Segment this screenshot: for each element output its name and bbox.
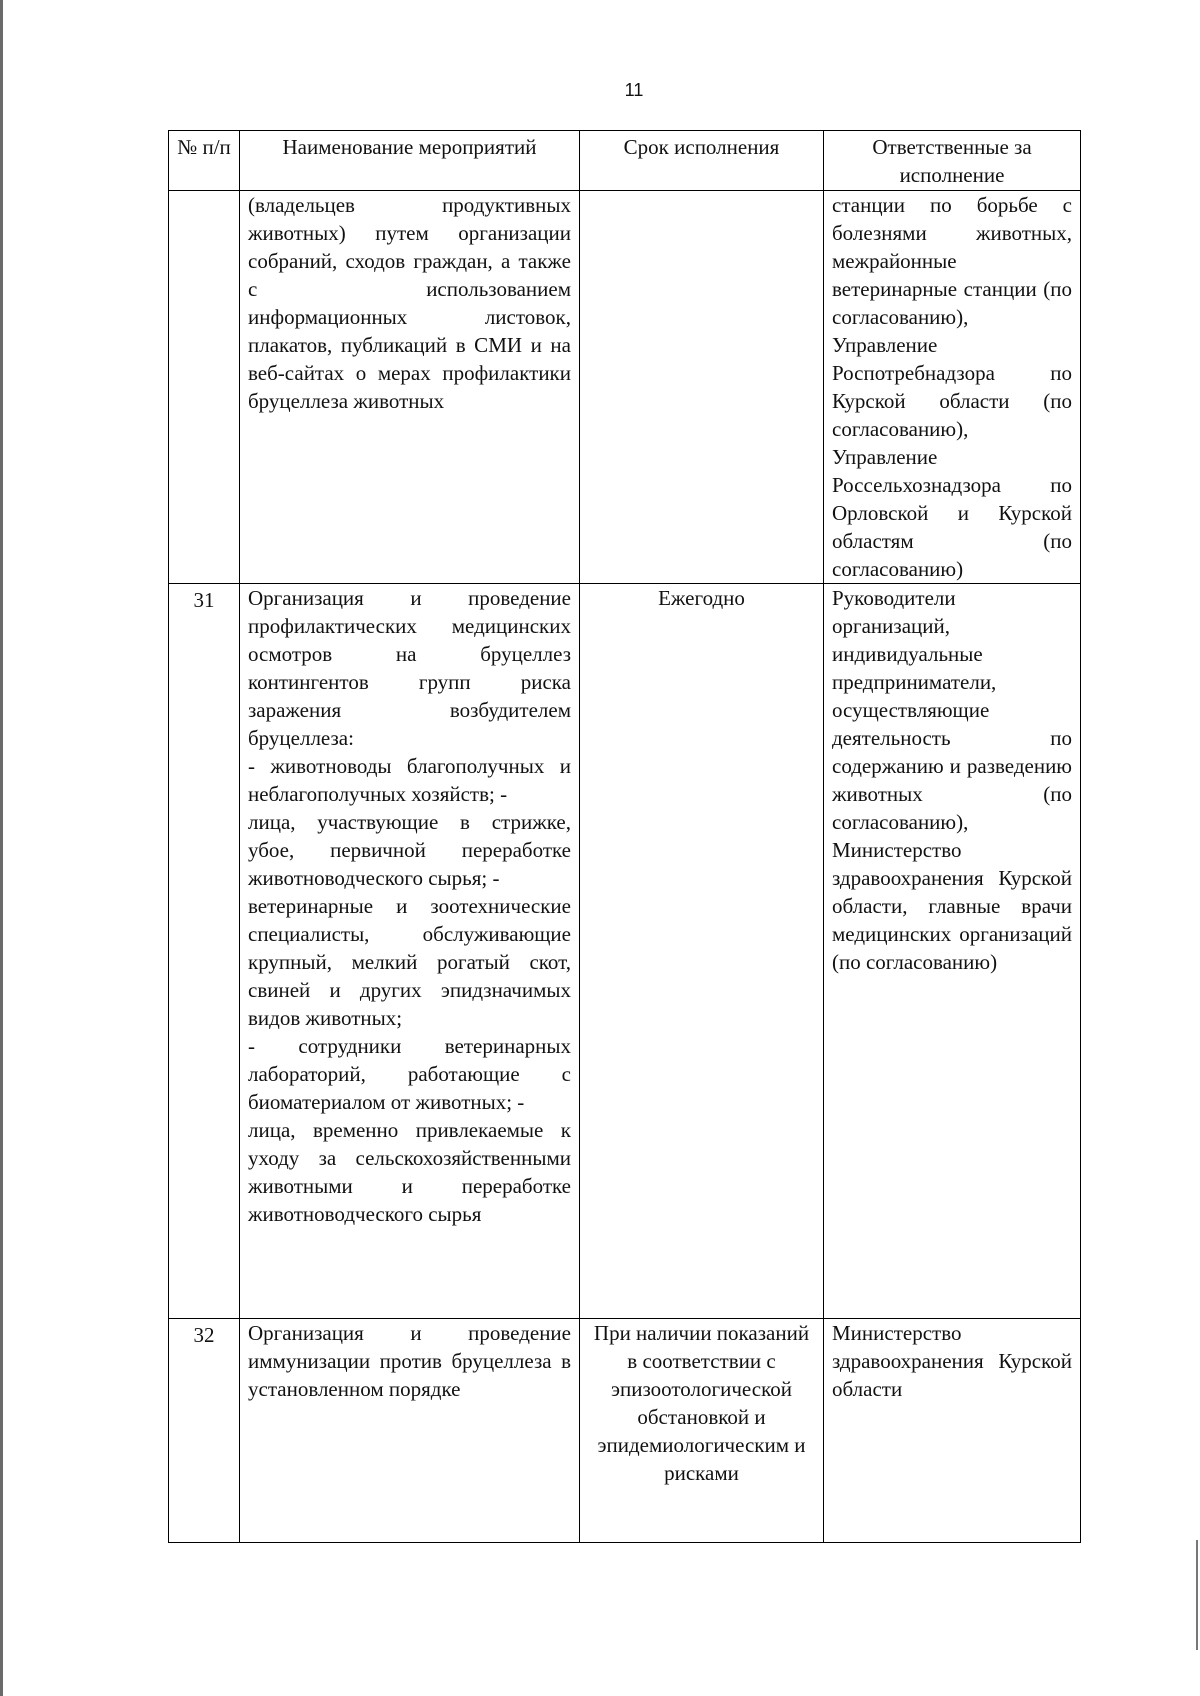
- row-deadline: [580, 191, 824, 584]
- row-responsible: станции по борьбе с болезнями животных, межрайонные ветеринарные станции (по согласованию), Управление Роспотребнадзора по Курской области (по согласованию), Управление Россельхознадзора по Орловской и Курской областям (по согласованию): [824, 191, 1081, 584]
- measures-table-wrapper: [168, 130, 1080, 1543]
- row-name-item: - животноводы благополучных и неблагополучных хозяйств; -: [248, 754, 571, 806]
- row-name-intro: Организация и проведение профилактических медицинских осмотров на бруцеллез контингентов групп риска заражения возбудителем бруцеллеза:: [248, 586, 571, 750]
- row-name: Организация и проведение иммунизации против бруцеллеза в установленном порядке: [240, 1319, 580, 1543]
- header-deadline: Срок исполнения: [580, 131, 824, 191]
- scan-edge: [1196, 1540, 1198, 1650]
- row-responsible: Министерство здравоохранения Курской области: [824, 1319, 1081, 1543]
- row-name-item: - сотрудники ветеринарных лабораторий, работающие с биоматериалом от животных; -: [248, 1034, 571, 1114]
- row-name: (владельцев продуктивных животных) путем организации собраний, сходов граждан, а также с использованием информационных листовок, плакатов, публикаций в СМИ и на веб-сайтах о мерах профилактики бруцеллеза животных: [240, 191, 580, 584]
- row-name: [240, 584, 580, 1319]
- table-row: [169, 191, 1081, 584]
- scan-edge: [0, 0, 3, 1696]
- row-deadline: При наличии показаний в соответствии с эпизоотологической обстановкой и эпидемиологическим и рисками: [580, 1319, 824, 1543]
- header-responsible: Ответственные за исполнение: [824, 131, 1081, 191]
- page-number: 11: [624, 80, 644, 100]
- row-name-item: лица, временно привлекаемые к уходу за сельскохозяйственными животными и переработке животноводческого сырья: [248, 1118, 571, 1226]
- header-name: Наименование мероприятий: [240, 131, 580, 191]
- row-deadline: Ежегодно: [580, 584, 824, 1319]
- row-number: 31: [169, 584, 240, 1319]
- table-row: [169, 1319, 1081, 1543]
- row-responsible: Руководители организаций, индивидуальные предприниматели, осуществляющие деятельность по содержанию и разведению животных (по согласованию), Министерство здравоохранения Курской области, главные врачи медицинских организаций (по согласованию): [824, 584, 1081, 1319]
- table-header-row: [169, 131, 1081, 191]
- table-row: [169, 584, 1081, 1319]
- row-name-item: лица, участвующие в стрижке, убое, первичной переработке животноводческого сырья; -: [248, 810, 571, 890]
- row-number: [169, 191, 240, 584]
- header-number: № п/п: [169, 131, 240, 191]
- measures-table: [168, 130, 1081, 1543]
- row-number: 32: [169, 1319, 240, 1543]
- row-name-item: ветеринарные и зоотехнические специалисты, обслуживающие крупный, мелкий рогатый скот, свиней и других эпидзначимых видов животных;: [248, 894, 571, 1030]
